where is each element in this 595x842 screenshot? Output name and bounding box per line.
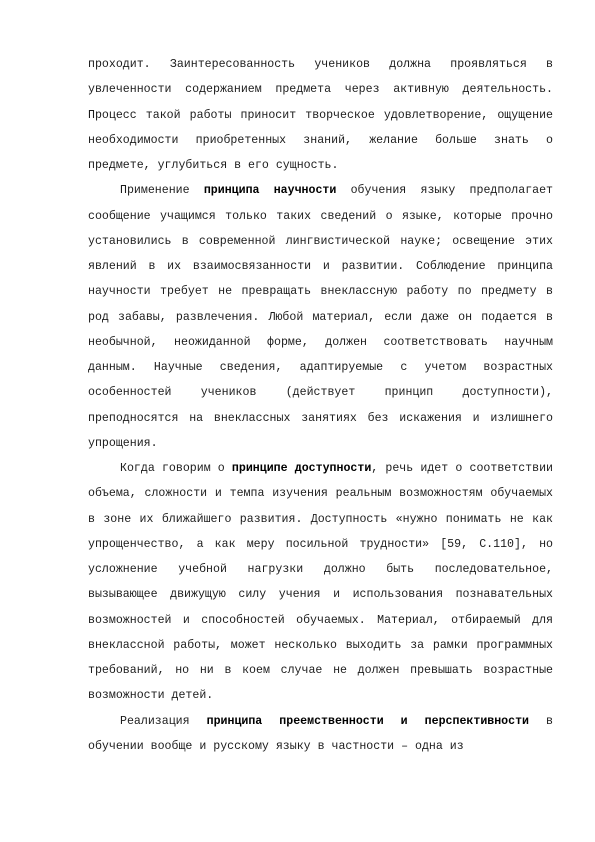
paragraph-text: обучения языку предполагает сообщение учащимся только таких сведений о языке, которые прочно установились в современной лингвистической науке; освещение этих явлений в их взаимосвязанности и развитии. Соблюдение принципа научности требует не превращать внеклассную работу по предмету в род забавы, развлечения. Любой материал, если даже он подается в необычной, неожиданной форме, должен соответствовать научным данным. Научные сведения, адаптируемые с учетом возрастных особенностей учеников (действует принцип доступности), преподносятся на внеклассных занятиях без искажения и излишнего упрощения. — [88, 184, 554, 450]
paragraph-continuity-principle — [88, 709, 553, 760]
principle-term-accessibility: принципе доступности — [231, 462, 372, 475]
paragraph-scientific-principle — [88, 178, 553, 456]
paragraph-text: Реализация — [120, 714, 207, 728]
principle-term-scientific: принципа научности — [203, 184, 337, 198]
paragraph-text: Применение — [120, 184, 204, 198]
paragraph-engagement — [88, 52, 553, 178]
principle-term-continuity: принципа преемственности и перспективности — [206, 714, 530, 728]
paragraph-text: Когда говорим о — [120, 462, 232, 475]
paragraph-accessibility-principle — [88, 456, 553, 709]
paragraph-text: , речь идет о соответствии объема, сложности и темпа изучения реальным возможностям обучаемых в зоне их ближайшего развития. Доступность «нужно понимать не как упрощенчество, а как меру посильной трудности» [59, С.110], но усложнение учебной нагрузки должно быть последовательное, вызывающее движущую силу учения и использования познавательных возможностей и способностей обучаемых. Материал, отбираемый для внеклассной работы, может несколько выходить за рамки программных требований, но ни в коем случае не должен превышать возрастные возможности детей. — [88, 462, 553, 703]
document-body — [88, 52, 553, 759]
paragraph-text: в обучении вообще и русскому языку в частности – одна из — [88, 714, 554, 753]
paragraph-text: проходит. Заинтересованность учеников должна проявляться в увлеченности содержанием предмета через активную деятельность. Процесс такой работы приносит творческое удовлетворение, ощущение необходимости приобретенных знаний, желание больше знать о предмете, углубиться в его сущность. — [88, 58, 553, 172]
